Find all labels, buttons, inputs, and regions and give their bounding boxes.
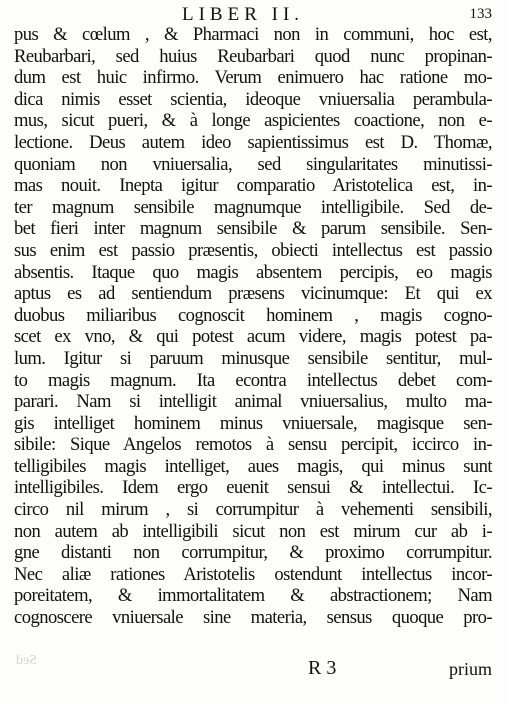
text-line: telligibiles magis intelliget, aues magis, qui minus sunt	[14, 455, 492, 477]
page-number: 133	[469, 6, 492, 22]
text-line: lectione. Deus autem ideo sapientissimus est D. Thomæ,	[14, 131, 492, 153]
text-line: pus & cœlum , & Pharmaci non in communi, hoc est,	[14, 24, 492, 45]
text-line: scet ex vno, & qui potest acum videre, magis potest pa-	[14, 326, 492, 348]
text-line: dum est huic infirmo. Verum enimuero hac ratione mo-	[14, 67, 492, 89]
text-line: circo nil mirum , si corrumpitur à vehementi sensibili,	[14, 499, 492, 521]
text-line: intelligibiles. Idem ergo euenit sensui & intellectui. Ic-	[14, 477, 492, 499]
text-line: dica nimis esset scientia, ideoque vniuersalia perambula-	[14, 88, 492, 110]
text-line: quoniam non vniuersalia, sed singularitates minutissi-	[14, 153, 492, 175]
page-footer	[0, 657, 506, 687]
text-line: absentis. Itaque quo magis absentem percipis, eo magis	[14, 261, 492, 283]
signature-mark: R 3	[308, 657, 337, 679]
text-line: sus enim est passio præsentis, obiecti intellectus est passio	[14, 239, 492, 261]
text-line: aptus es ad sentiendum præsens vicinumque: Et qui ex	[14, 283, 492, 305]
text-line: cognoscere vniuersale sine materia, sensus quoque pro-	[14, 607, 492, 629]
text-line: non autem ab intelligibili sicut non est mirum cur ab i-	[14, 520, 492, 542]
text-line: ter magnum sensibile magnumque intelligibile. Sed de-	[14, 196, 492, 218]
text-line: gne distanti non corrumpitur, & proximo corrumpitur.	[14, 542, 492, 564]
text-line: bet fieri inter magnum sensibile & parum sensibile. Sen-	[14, 218, 492, 240]
text-line: to magis magnum. Ita econtra intellectus debet com-	[14, 369, 492, 391]
text-line: Reubarbari, sed huius Reubarbari quod nunc propinan-	[14, 45, 492, 67]
page-header	[0, 4, 506, 26]
text-line: mus, sicut pueri, & à longe aspicientes coactione, non e-	[14, 110, 492, 132]
text-line: poreitatem, & immortalitatem & abstractionem; Nam	[14, 585, 492, 607]
text-line: mas nouit. Inepta igitur comparatio Aristotelica est, in-	[14, 175, 492, 197]
text-line: parari. Nam si intelligit animal vniuersalius, multo ma-	[14, 391, 492, 413]
running-head: LIBER II.	[182, 4, 305, 25]
text-line: sibile: Sique Angelos remotos à sensu percipit, iccirco in-	[14, 434, 492, 456]
catchword: prium	[449, 659, 492, 679]
text-line: duobus miliaribus cognoscit hominem , magis cogno-	[14, 304, 492, 326]
text-line: Nec aliæ rationes Aristotelis ostendunt intellectus incor-	[14, 563, 492, 585]
text-line: gis intelliget hominem minus vniuersale, magisque sen-	[14, 412, 492, 434]
body-text	[14, 24, 492, 629]
text-line: lum. Igitur si paruum minusque sensibile sentitur, mul-	[14, 347, 492, 369]
show-through-text: Sed	[16, 653, 37, 668]
